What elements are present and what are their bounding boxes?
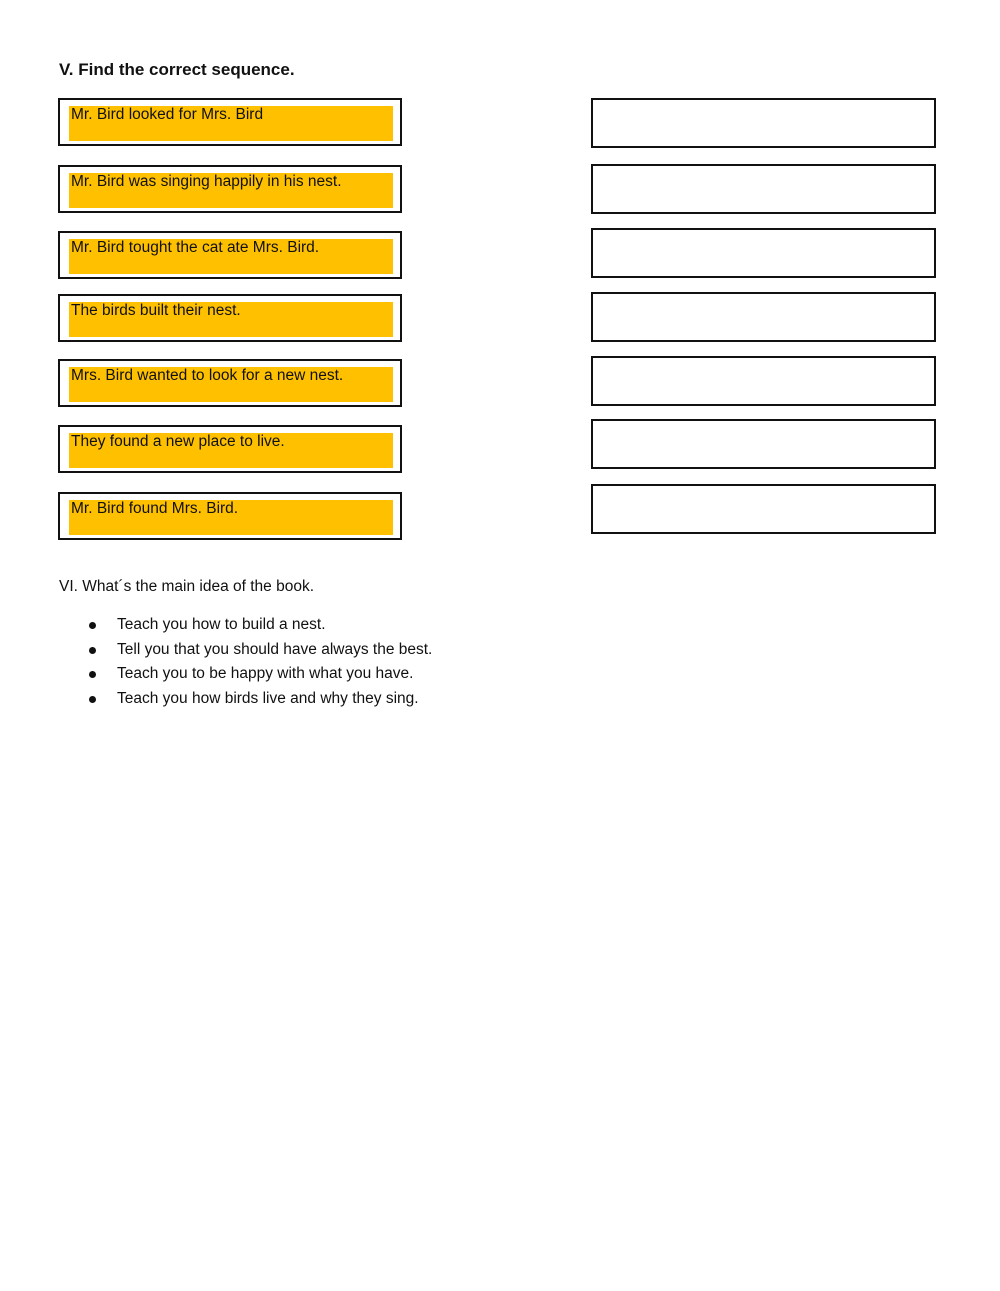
main-idea-options: [59, 614, 432, 713]
sequence-item-text: Mrs. Bird wanted to look for a new nest.: [71, 367, 344, 384]
sequence-item-text: Mr. Bird tought the cat ate Mrs. Bird.: [71, 239, 320, 256]
sequence-item[interactable]: [58, 294, 402, 342]
sequence-item-text: Mr. Bird looked for Mrs. Bird: [71, 106, 264, 123]
sequence-item[interactable]: [58, 231, 402, 279]
sequence-item-text: Mr. Bird found Mrs. Bird.: [71, 500, 239, 517]
option-text: Teach you how to build a nest.: [117, 616, 326, 633]
list-item: [59, 639, 432, 664]
sequence-item-text: Mr. Bird was singing happily in his nest.: [71, 173, 342, 190]
answer-slot-1[interactable]: [591, 98, 936, 148]
sequence-item[interactable]: [58, 359, 402, 407]
option-text: Tell you that you should have always the best.: [117, 640, 433, 658]
list-item: [59, 688, 432, 713]
section-5-title-text: V. Find the correct sequence: [59, 60, 290, 79]
list-item: [59, 614, 432, 639]
option-text: Teach you to be happy with what you have.: [117, 665, 414, 683]
bullet-icon: [89, 696, 96, 703]
answer-slot-7[interactable]: [591, 484, 936, 534]
bullet-icon: [89, 647, 96, 654]
sequence-item[interactable]: [58, 425, 402, 473]
answer-slot-4[interactable]: [591, 292, 936, 342]
sequence-item[interactable]: [58, 165, 402, 213]
section-5-title: [59, 60, 295, 80]
bullet-icon: [89, 622, 96, 629]
sequence-item-text: They found a new place to live.: [71, 433, 285, 450]
answer-slot-2[interactable]: [591, 164, 936, 214]
section-6-title: VI. What´s the main idea of the book.: [59, 578, 315, 595]
sequence-item[interactable]: [58, 98, 402, 146]
answer-slot-6[interactable]: [591, 419, 936, 469]
list-item: [59, 663, 432, 688]
bullet-icon: [89, 671, 96, 678]
answer-slot-5[interactable]: [591, 356, 936, 406]
answer-slot-3[interactable]: [591, 228, 936, 278]
sequence-item[interactable]: [58, 492, 402, 540]
option-text: Teach you how birds live and why they sing.: [117, 690, 419, 708]
sequence-item-text: The birds built their nest.: [71, 302, 241, 319]
section-5-title-period: .: [289, 60, 295, 79]
